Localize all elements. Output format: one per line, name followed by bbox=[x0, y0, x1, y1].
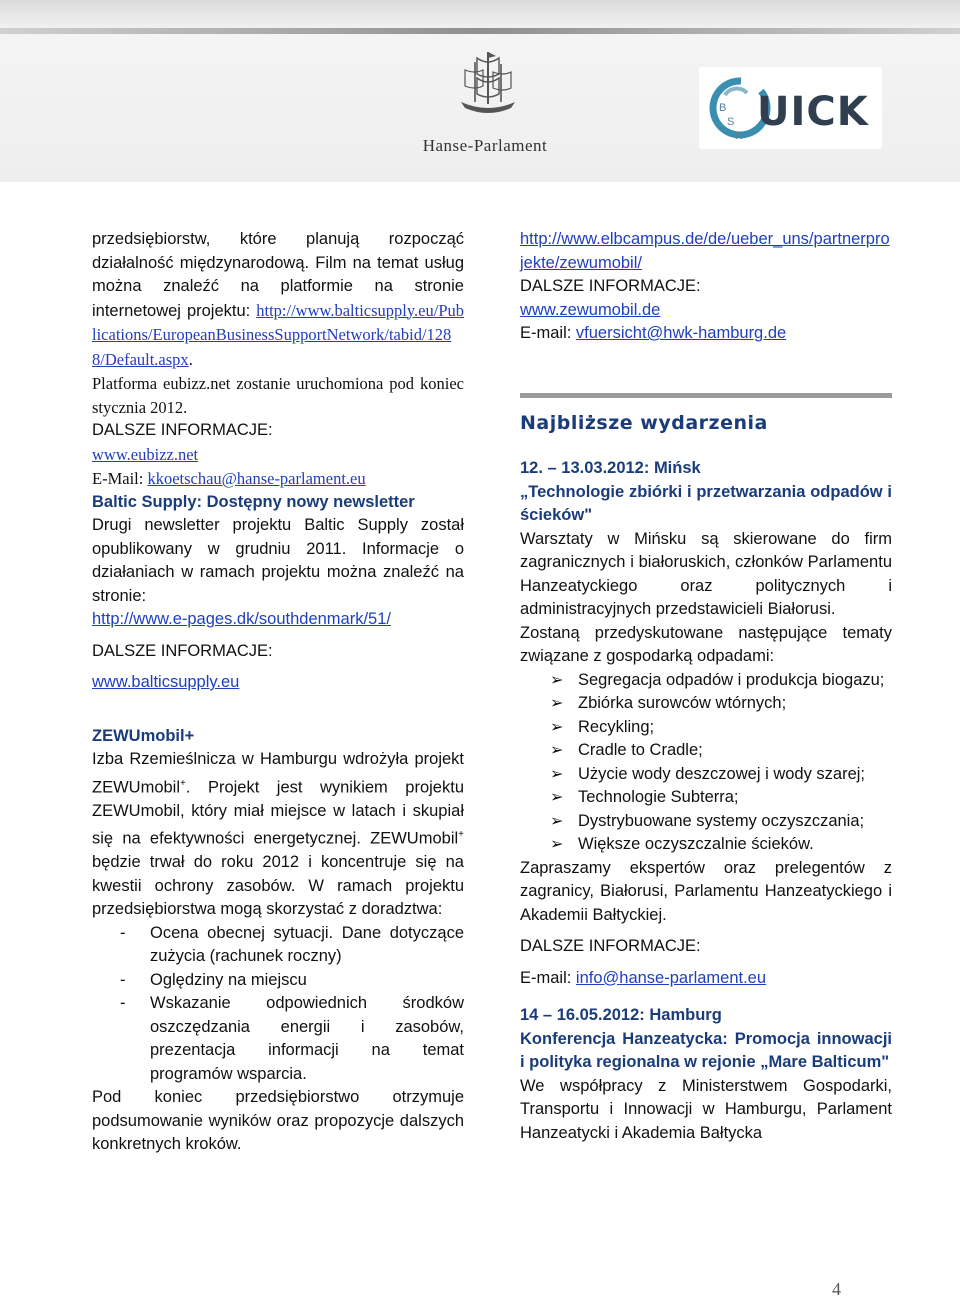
arrow-check-icon: ➢ bbox=[550, 671, 564, 689]
list-item: ➢ Cradle to Cradle; bbox=[520, 739, 892, 763]
baltic-supply-heading: Baltic Supply: Dostępny nowy newsletter bbox=[92, 492, 415, 511]
email-line: E-mail: vfuersicht@hwk-hamburg.de bbox=[520, 324, 787, 342]
more-info-label-2: DALSZE INFORMACJE: bbox=[520, 937, 701, 955]
topics-list bbox=[520, 669, 892, 857]
zewumobil-www-link[interactable]: www.zewumobil.de bbox=[520, 300, 661, 319]
left-column bbox=[92, 228, 464, 1157]
baltic-supply-text: Drugi newsletter projektu Baltic Supply został opublikowany w grudniu 2011. Informacje o działaniach w ramach projektu można znaleźć na stronie: bbox=[92, 516, 464, 605]
more-info-label: DALSZE INFORMACJE: bbox=[520, 277, 701, 295]
list-item: ➢ Zbiórka surowców wtórnych; bbox=[520, 692, 892, 716]
intro-paragraph: przedsiębiorstw, które planują rozpocząć działalność międzynarodową. Film na temat usług można znaleźć na platformie na stronie internetowej projektu: http://www.balticsupply.eu/Publications/EuropeanBusinessSupportNetwork/tabid/1288/Default.aspx. bbox=[92, 230, 464, 369]
event2-date: 14 – 16.05.2012: Hamburg bbox=[520, 1006, 722, 1024]
balticsupply-publications-link[interactable]: http://www.balticsupply.eu/Publications/EuropeanBusinessSupportNetwork/tabid/1288/Default.aspx bbox=[92, 300, 464, 369]
list-item: - Oględziny na miejscu bbox=[120, 970, 307, 989]
event1-date: 12. – 13.03.2012: Mińsk bbox=[520, 459, 701, 477]
list-item: ➢ Segregacja odpadów i produkcja biogazu; bbox=[520, 669, 892, 693]
quick-letter-b: B bbox=[719, 102, 727, 114]
arrow-check-icon: ➢ bbox=[550, 765, 564, 783]
arrow-check-icon: ➢ bbox=[550, 695, 564, 712]
zewumobil-end: Pod koniec przedsiębiorstwo otrzymuje podsumowanie wyników oraz propozycje dalszych konkretnych kroków. bbox=[92, 1088, 464, 1153]
more-info-label: DALSZE INFORMACJE: bbox=[92, 421, 273, 439]
right-column bbox=[520, 228, 892, 1145]
arrow-check-icon: ➢ bbox=[550, 742, 564, 759]
event1-email-line: E-mail: info@hanse-parlament.eu bbox=[520, 968, 767, 987]
arrow-check-icon: ➢ bbox=[550, 718, 564, 736]
arrow-check-icon: ➢ bbox=[550, 836, 564, 853]
hanse-parlament-text: Hanse-Parlament bbox=[422, 136, 548, 155]
hanse-parlament-logo bbox=[395, 48, 575, 160]
zewumobil-heading: ZEWUmobil+ bbox=[92, 726, 195, 745]
email-line: E-Mail: kkoetschau@hanse-parlament.eu bbox=[92, 469, 366, 488]
email-link[interactable]: info@hanse-parlament.eu bbox=[575, 968, 767, 987]
arrow-check-icon: ➢ bbox=[550, 789, 564, 806]
balticsupply-link[interactable]: www.balticsupply.eu bbox=[92, 673, 240, 691]
page-header bbox=[0, 0, 960, 182]
elbcampus-link[interactable]: http://www.elbcampus.de/de/ueber_uns/partnerprojekte/zewumobil/ bbox=[520, 230, 890, 272]
event1-invitation: Zapraszamy ekspertów oraz prelegentów z zagranicy, Białorusi, Parlamentu Hanzeatyckiego i Akademii Bałtyckiej. bbox=[520, 858, 892, 924]
quick-letter-s: S bbox=[727, 116, 735, 128]
page-number: 4 bbox=[832, 1279, 841, 1299]
arrow-check-icon: ➢ bbox=[550, 812, 564, 830]
zewumobil-paragraph: Izba Rzemieślnicza w Hamburgu wdrożyła projekt ZEWUmobil+. Projekt jest wynikiem projektu ZEWUmobil, który miał miejsce w latach i skupiał się na efektywności energetycznej. ZEWUmobil+ będzie trwał do roku 2012 i koncentruje się na kwestii ochrony zasobów. W ramach projektu przedsiębiorstwa mogą skorzystać z doradztwa: bbox=[92, 750, 464, 918]
quick-letter-r: R bbox=[735, 130, 743, 142]
list-item: - Wskazanie odpowiednich środków oszczędzania energii i zasobów, prezentacja informacji na temat programów wsparcia. bbox=[120, 994, 464, 1083]
section-title: Najbliższe wydarzenia bbox=[520, 411, 768, 434]
eubizz-paragraph: Platforma eubizz.net zostanie uruchomiona pod koniec stycznia 2012. bbox=[92, 374, 464, 417]
event2-title: Konferencja Hanzeatycka: Promocja innowacji i polityka regionalna w rejonie „Mare Balticum" bbox=[520, 1029, 892, 1071]
section-divider bbox=[520, 393, 892, 398]
eubizz-link[interactable]: www.eubizz.net bbox=[92, 444, 199, 464]
event1-description: Warsztaty w Mińsku są skierowane do firm zagranicznych i białoruskich, członków Parlamentu Hanzeatyckiego oraz politycznych i administracyjnych przedstawicieli Białorusi. bbox=[520, 529, 892, 618]
ship-icon bbox=[453, 48, 523, 122]
e-pages-link[interactable]: http://www.e-pages.dk/southdenmark/51/ bbox=[92, 610, 391, 628]
list-item: ➢ Technologie Subterra; bbox=[520, 786, 892, 810]
quick-logo-graphic bbox=[699, 67, 882, 149]
event2-description: We współpracy z Ministerstwem Gospodarki, Transportu i Innowacji w Hamburgu, Parlament Hanzeatycki i Akademia Bałtycka bbox=[520, 1076, 892, 1142]
advice-list bbox=[92, 922, 464, 1087]
list-item: ➢ Większe oczyszczalnie ścieków. bbox=[520, 833, 892, 857]
quick-bsr-logo bbox=[699, 67, 882, 149]
email-link[interactable]: kkoetschau@hanse-parlament.eu bbox=[147, 469, 366, 488]
quick-letters: UICK bbox=[757, 89, 869, 135]
list-item: ➢ Użycie wody deszczowej i wody szarej; bbox=[520, 763, 892, 787]
list-item: ➢ Recykling; bbox=[520, 716, 892, 740]
list-item: - Ocena obecnej sytuacji. Dane dotyczące zużycia (rachunek roczny) bbox=[120, 923, 464, 965]
event1-topics-intro: Zostaną przedyskutowane następujące tematy związane z gospodarką odpadami: bbox=[520, 623, 892, 665]
more-info-label-2: DALSZE INFORMACJE: bbox=[92, 641, 273, 660]
list-item: ➢ Dystrybuowane systemy oczyszczania; bbox=[520, 810, 892, 834]
email-link[interactable]: vfuersicht@hwk-hamburg.de bbox=[575, 324, 787, 342]
header-bar bbox=[0, 28, 960, 34]
event1-title: „Technologie zbiórki i przetwarzania odpadów i ścieków" bbox=[520, 482, 892, 524]
